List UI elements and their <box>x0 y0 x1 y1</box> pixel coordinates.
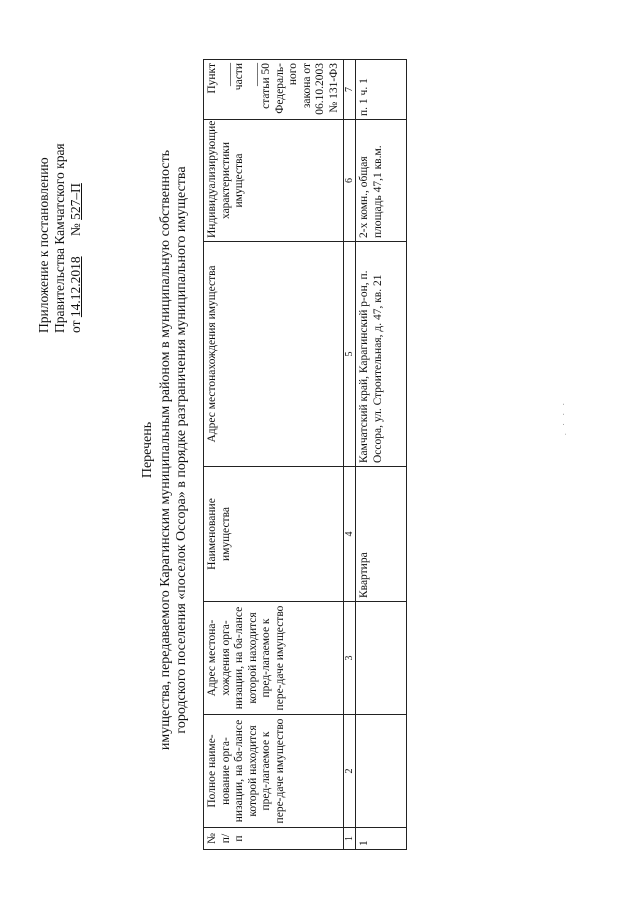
title-heading: Перечень <box>140 421 155 479</box>
header-cell-characteristics: Индивидуализирующие характеристики имущества <box>204 120 344 242</box>
column-number: 6 <box>344 120 356 242</box>
scan-specks: . · · · <box>560 400 568 435</box>
row-property-name: Квартира <box>356 467 407 602</box>
appendix-date: 14.12.2018 <box>68 256 83 318</box>
column-number: 2 <box>344 715 356 828</box>
appendix-number-label: № <box>68 219 83 257</box>
row-property-address: Камчатский край, Карагинский р-он, п. Оссора, ул. Строительная, д. 47, кв. 21 <box>356 242 407 467</box>
property-table <box>203 59 407 850</box>
row-org-name <box>356 715 407 828</box>
appendix-from: от <box>68 317 83 333</box>
row-number: 1 <box>356 828 407 850</box>
column-number: 3 <box>344 602 356 715</box>
column-number: 5 <box>344 242 356 467</box>
header-cell-property-name: Наименование имущества <box>204 467 344 602</box>
column-number: 4 <box>344 467 356 602</box>
table-header-row <box>204 60 344 850</box>
header-cell-clause: Пункт ____ части ____ статьи 50 Федераль-ного закона от 06.10.2003 № 131-ФЗ <box>204 60 344 120</box>
row-clause: п. 1 ч. 1 <box>356 60 407 120</box>
header-cell-number: № п/п <box>204 828 344 850</box>
row-org-address <box>356 602 407 715</box>
document-title <box>140 35 190 865</box>
table-column-numbers-row <box>344 60 356 850</box>
appendix-number: 527–П <box>68 183 83 220</box>
header-cell-property-address: Адрес местонахождения имущества <box>204 242 344 467</box>
table-row <box>356 60 407 850</box>
title-line-1: имущества, передаваемого Карагинским муниципальным районом в муниципальную собственность <box>158 149 173 751</box>
appendix-line-2: Правительства Камчатского края <box>52 143 67 333</box>
appendix-note <box>36 33 84 333</box>
appendix-line-3 <box>68 33 84 333</box>
column-number: 7 <box>344 60 356 120</box>
row-characteristics: 2-х комн., общая площадь 47,1 кв.м. <box>356 120 407 242</box>
appendix-line-1: Приложение к постановлению <box>36 157 51 333</box>
header-cell-org-address: Адрес местона-хождения орга-низации, на ба-лансе которой находится пред-лагаемое к пере-даче имущество <box>204 602 344 715</box>
header-cell-org-name: Полное наиме-нование орга-низации, на ба-лансе которой находится пред-лагаемое к пере-даче имущество <box>204 715 344 828</box>
column-number: 1 <box>344 828 356 850</box>
title-line-2: городского поселения «поселок Оссора» в порядке разграничения муниципального имущества <box>174 166 189 734</box>
